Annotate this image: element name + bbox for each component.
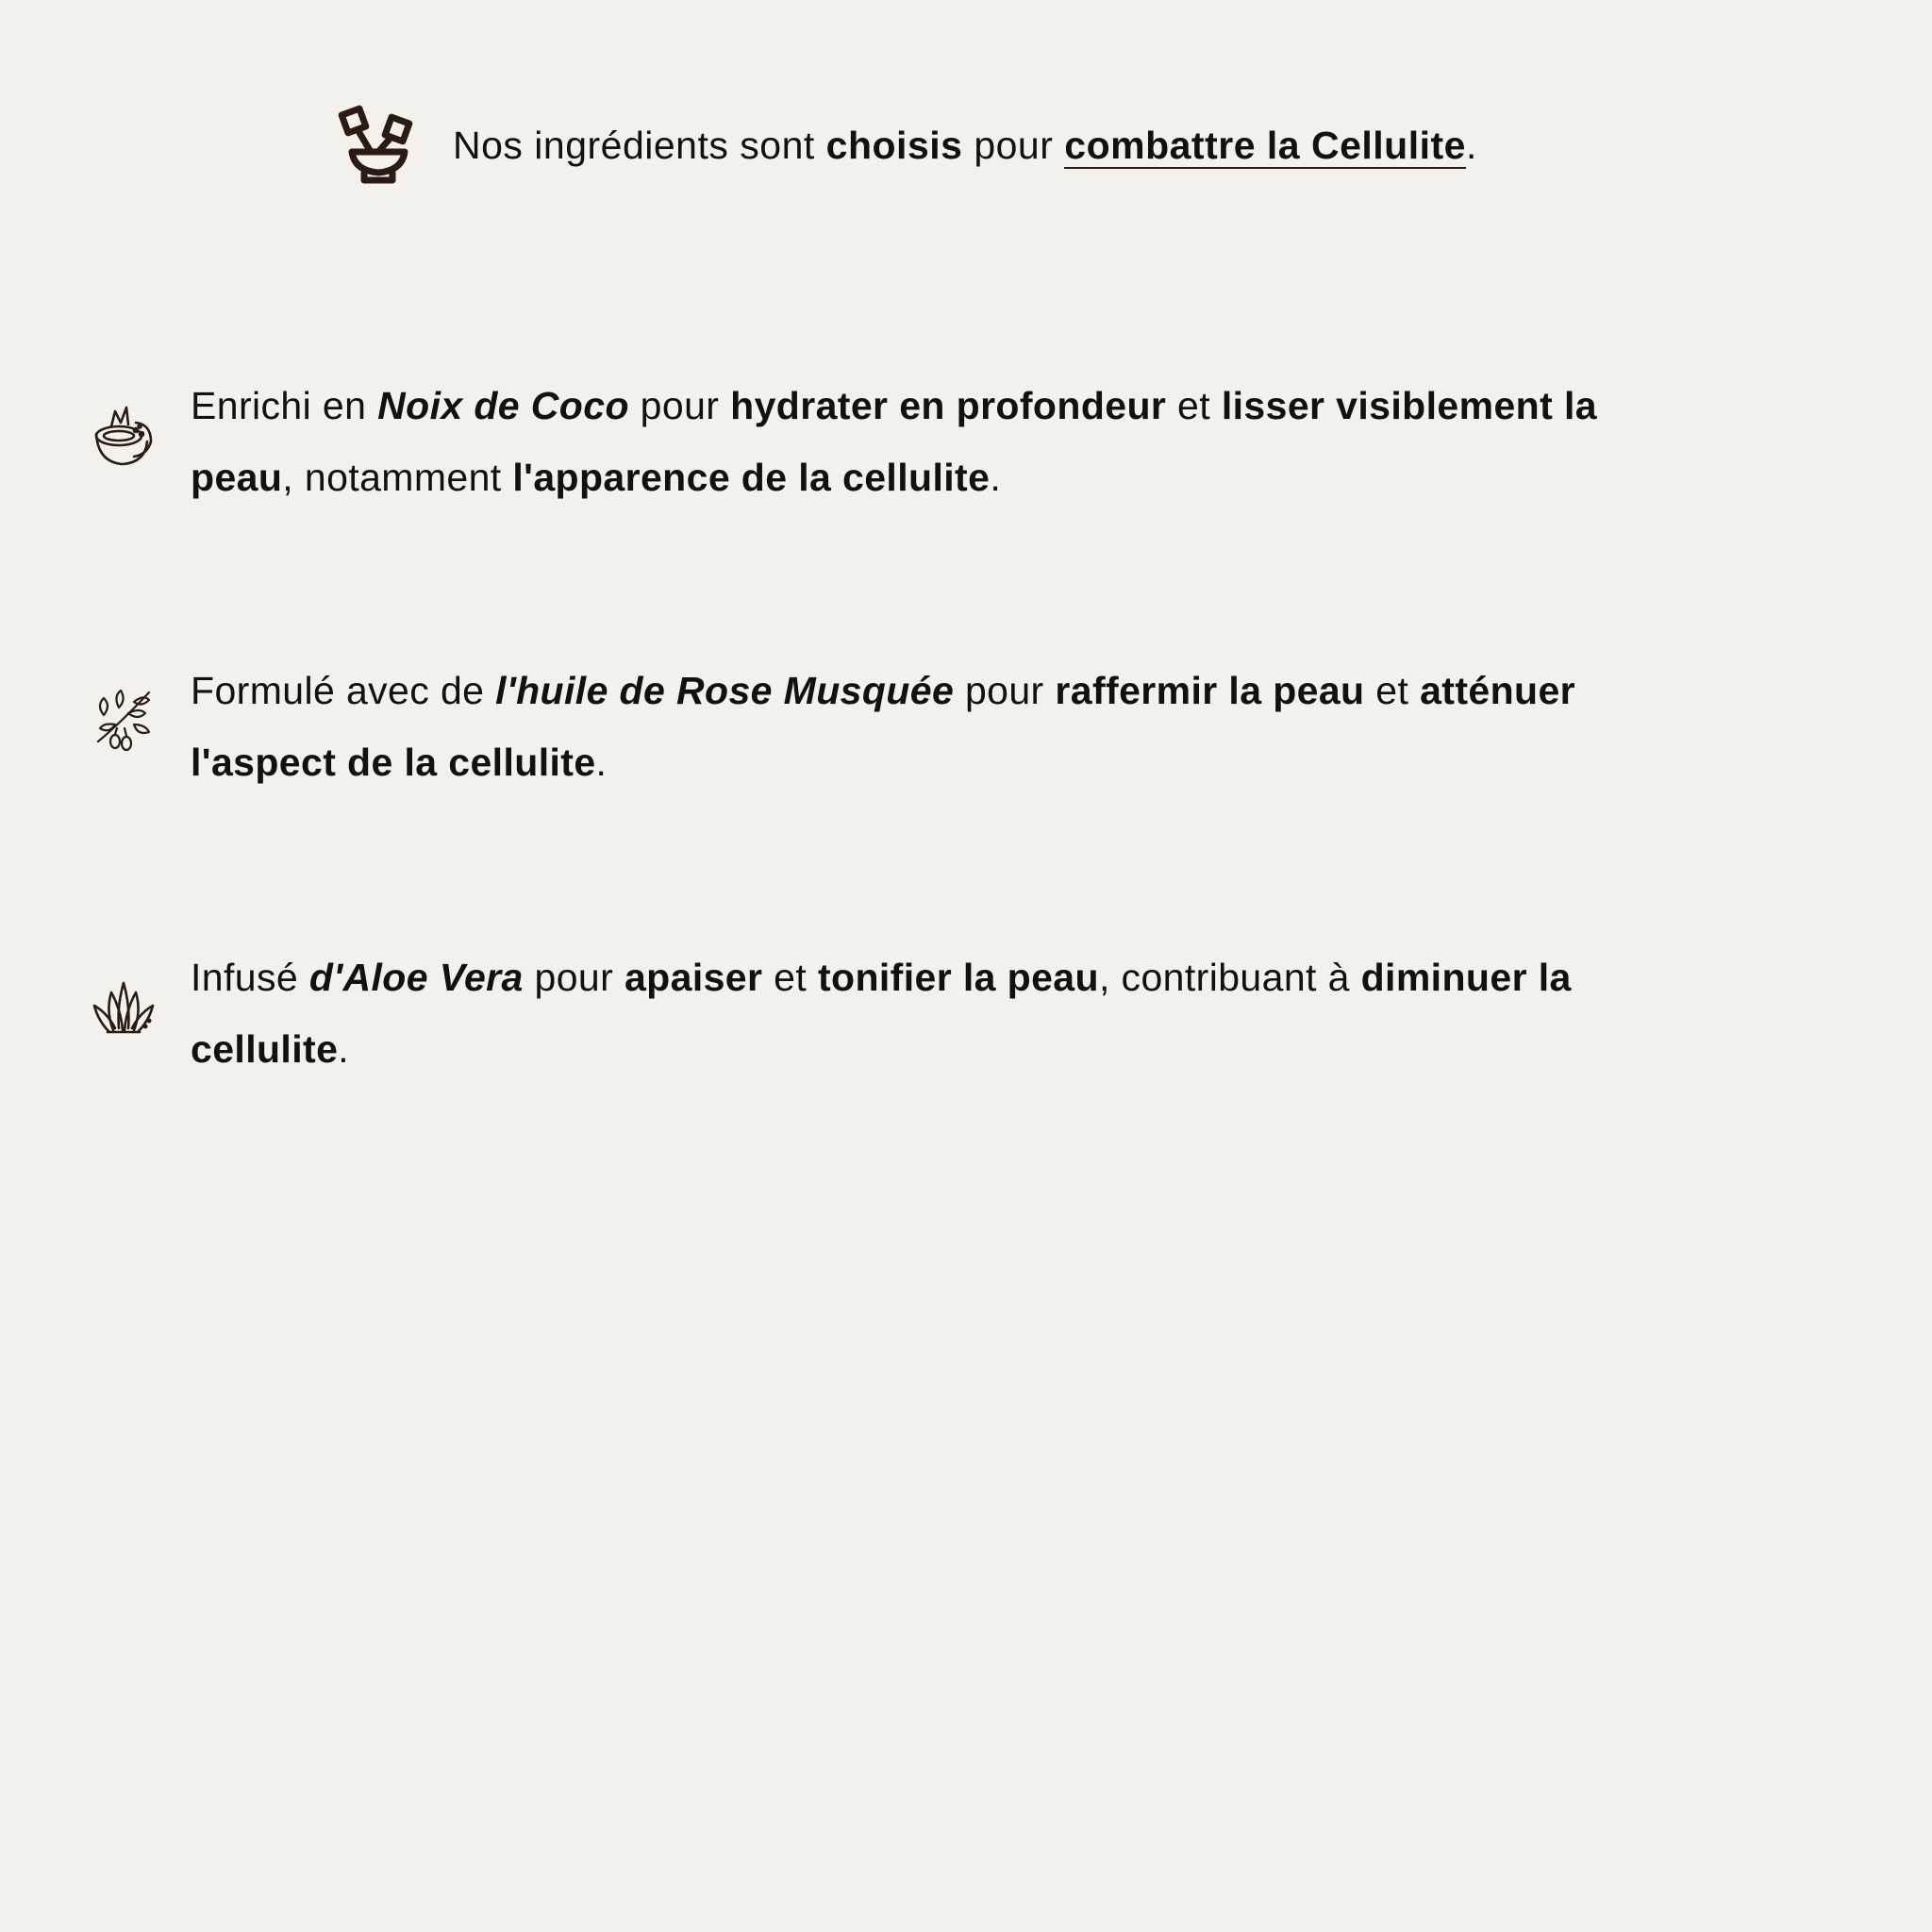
ingredient-name: d'Aloe Vera	[308, 956, 524, 999]
feature-text-rosehip: Formulé avec de l'huile de Rose Musquée pour raffermir la peau et atténuer l'aspect de la cellulite.	[191, 669, 1576, 784]
aloe-vera-icon	[91, 974, 157, 1040]
coconut-icon	[91, 404, 157, 470]
header-text: Nos ingrédients sont choisis pour combattre la Cellulite.	[453, 123, 1477, 167]
header-link[interactable]: combattre la Cellulite	[1064, 123, 1466, 167]
ingredient-name: Noix de Coco	[377, 384, 629, 427]
plant-pot-icon	[336, 103, 421, 188]
rosehip-branch-icon	[91, 687, 157, 753]
feature-text-aloe: Infusé d'Aloe Vera pour apaiser et tonifier la peau, contribuant à diminuer la cellulite.	[191, 956, 1572, 1071]
header	[336, 98, 1477, 192]
header-bold: choisis	[825, 123, 963, 167]
ingredient-name: l'huile de Rose Musquée	[495, 669, 955, 712]
feature-text-coconut: Enrichi en Noix de Coco pour hydrater en profondeur et lisser visiblement la peau, notamment l'apparence de la cellulite.	[191, 384, 1597, 499]
